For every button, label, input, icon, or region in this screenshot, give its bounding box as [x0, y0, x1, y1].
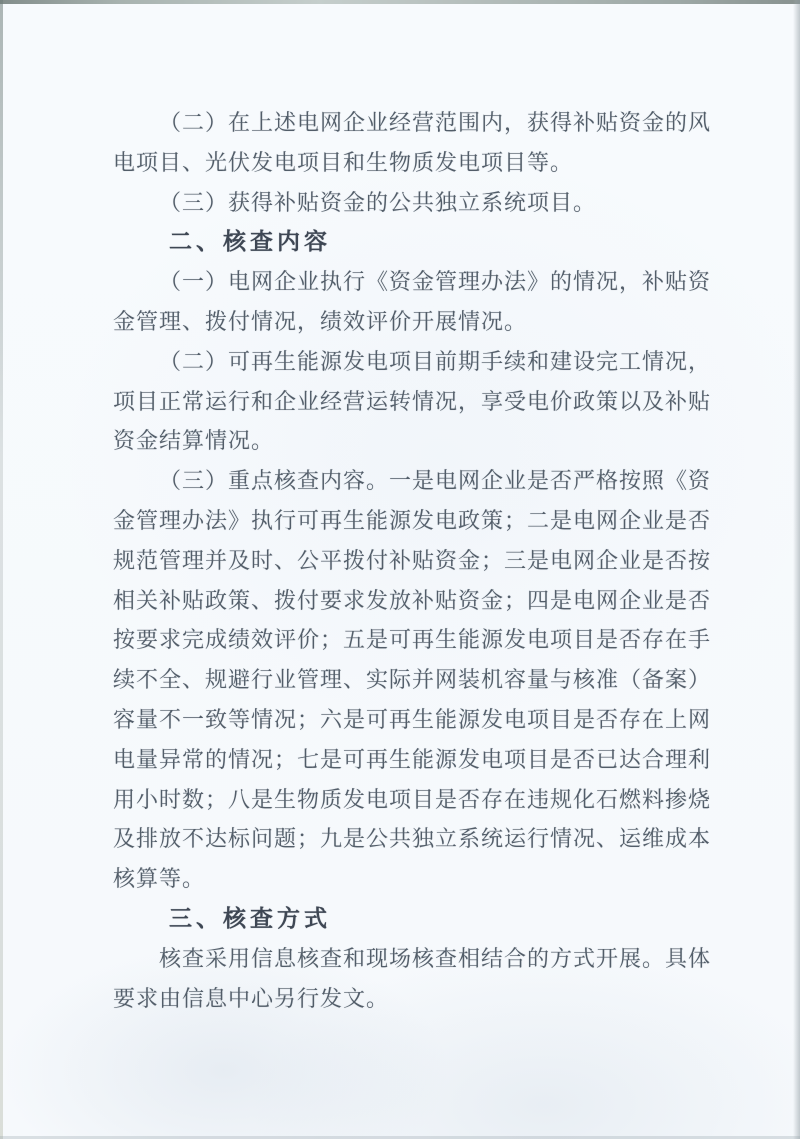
- text-line: 核查采用信息核查和现场核查相结合的方式开展。具体: [159, 945, 712, 971]
- text-line: 金管理、拨付情况，绩效评价开展情况。: [113, 308, 528, 334]
- section-heading: 三、核查方式: [169, 904, 331, 931]
- text-line: 资金结算情况。: [113, 428, 275, 454]
- text-line: （一）电网企业执行《资金管理办法》的情况，补贴资: [159, 269, 712, 295]
- text-line: （二）可再生能源发电项目前期手续和建设完工情况，: [159, 348, 712, 374]
- document-body: [113, 103, 753, 1018]
- text-line: （三）重点核查内容。一是电网企业是否严格按照《资: [159, 468, 712, 494]
- text-line: 容量不一致等情况；六是可再生能源发电项目是否存在上网: [113, 706, 712, 732]
- section-heading: 二、核查内容: [169, 228, 331, 255]
- text-line: 按要求完成绩效评价；五是可再生能源发电项目是否存在手: [113, 627, 712, 653]
- text-line: 金管理办法》执行可再生能源发电政策；二是电网企业是否: [113, 507, 712, 533]
- text-line: 电项目、光伏发电项目和生物质发电项目等。: [113, 149, 574, 175]
- text-line: 相关补贴政策、拨付要求发放补贴资金；四是电网企业是否: [113, 587, 712, 613]
- text-line: 项目正常运行和企业经营运转情况，享受电价政策以及补贴: [113, 388, 712, 414]
- text-line: （三）获得补贴资金的公共独立系统项目。: [159, 189, 597, 215]
- text-line: 及排放不达标问题；九是公共独立系统运行情况、运维成本: [113, 826, 712, 852]
- text-line: （二）在上述电网企业经营范围内，获得补贴资金的风: [159, 110, 712, 135]
- text-line: 要求由信息中心另行发文。: [113, 985, 390, 1011]
- scan-edge-left: [0, 0, 3, 1139]
- text-line: 用小时数；八是生物质发电项目是否存在违规化石燃料掺烧: [113, 786, 712, 812]
- scan-edge-top: [0, 0, 800, 4]
- text-line: 核算等。: [113, 866, 206, 892]
- scan-edge-right: [793, 0, 800, 1139]
- text-line: 续不全、规避行业管理、实际并网装机容量与核准（备案）: [113, 667, 712, 693]
- text-line: 电量异常的情况；七是可再生能源发电项目是否已达合理利: [113, 746, 712, 772]
- text-line: 规范管理并及时、公平拨付补贴资金；三是电网企业是否按: [113, 547, 712, 573]
